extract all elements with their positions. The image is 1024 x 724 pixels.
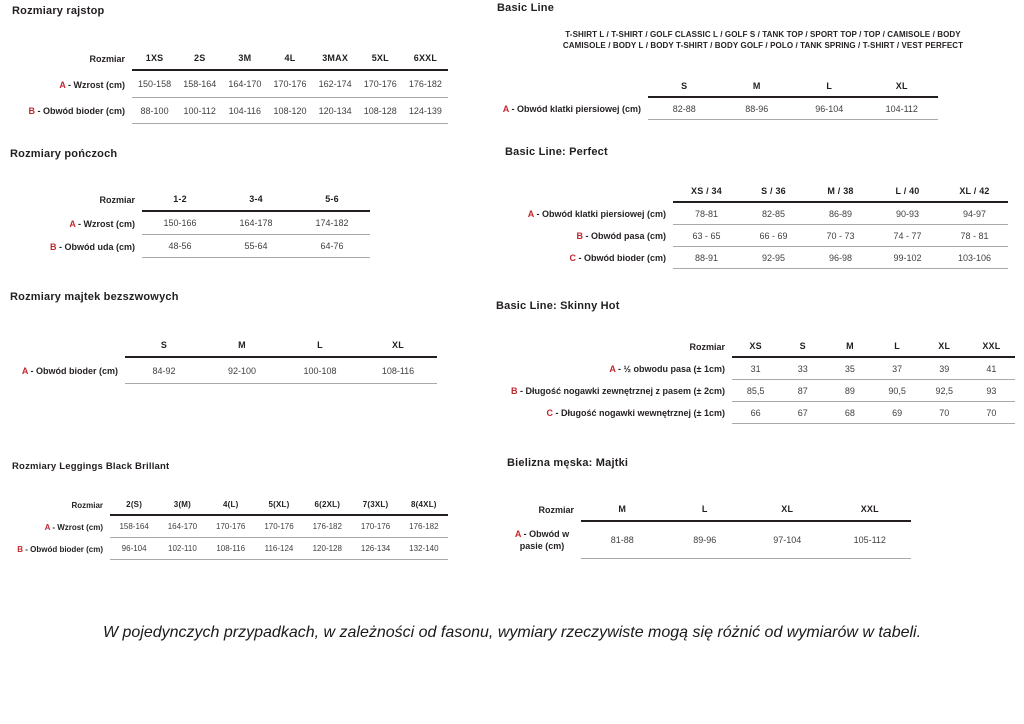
table-corner-label — [503, 181, 673, 203]
column-header: S — [125, 334, 203, 358]
row-label — [495, 380, 732, 402]
row-label-text: B - Obwód pasa (cm) — [576, 231, 666, 241]
row-letter: A — [527, 209, 534, 219]
size-table-majtki-bezszwowe — [10, 334, 437, 384]
column-header: 4(L) — [207, 495, 255, 516]
size-value: 78-81 — [673, 203, 740, 225]
size-value: 158-164 — [110, 516, 158, 538]
product-list-line: T-SHIRT L / T-SHIRT / GOLF CLASSIC L / GOLF S / TANK TOP / SPORT TOP / TOP / CAMISOLE / BODY — [565, 30, 961, 39]
table-corner-label: Rozmiar — [689, 342, 725, 352]
size-value: 70 — [921, 402, 968, 424]
column-header: XL — [359, 334, 437, 358]
size-value: 81-88 — [581, 522, 664, 559]
size-value: 92,5 — [921, 380, 968, 402]
column-header: 8(4XL) — [400, 495, 448, 516]
row-label — [507, 522, 581, 559]
size-value: 176-182 — [303, 516, 351, 538]
column-header: 1XS — [132, 47, 177, 71]
row-letter: C — [569, 253, 576, 263]
size-value: 96-104 — [110, 538, 158, 560]
row-label-text: A - Obwód klatki piersiowej (cm) — [502, 104, 641, 114]
row-label — [503, 203, 673, 225]
size-table-ponczoch — [10, 188, 370, 258]
size-value: 41 — [968, 358, 1015, 380]
size-value: 70 - 73 — [807, 225, 874, 247]
size-value: 89 — [826, 380, 873, 402]
row-letter: B — [28, 106, 35, 116]
column-header: XL — [746, 498, 829, 522]
size-value: 92-95 — [740, 247, 807, 269]
column-header: XL — [866, 76, 939, 98]
column-header: 2(S) — [110, 495, 158, 516]
column-header: 5(XL) — [255, 495, 303, 516]
size-value: 150-166 — [142, 212, 218, 235]
column-header: M / 38 — [807, 181, 874, 203]
size-value: 170-176 — [358, 71, 403, 98]
row-letter: A — [69, 218, 76, 229]
section-heading-basic-line: Basic Line — [497, 2, 555, 14]
column-header: 1-2 — [142, 188, 218, 212]
column-header: XL / 42 — [941, 181, 1008, 203]
size-value: 120-134 — [313, 98, 358, 124]
size-value: 66 - 69 — [740, 225, 807, 247]
size-value: 48-56 — [142, 235, 218, 258]
size-value: 170-176 — [351, 516, 399, 538]
size-value: 108-120 — [267, 98, 312, 124]
size-value: 108-116 — [359, 358, 437, 384]
column-header: XS — [732, 336, 779, 358]
row-label-text: B - Długość nogawki zewnętrznej z pasem (± 2cm) — [511, 386, 725, 396]
table-corner-label: Rozmiar — [89, 54, 125, 64]
size-value: 97-104 — [746, 522, 829, 559]
section-heading-ponczoch: Rozmiary pończoch — [10, 148, 118, 160]
column-header: XXL — [968, 336, 1015, 358]
table-corner-label — [10, 334, 125, 358]
size-value: 99-102 — [874, 247, 941, 269]
size-value: 37 — [874, 358, 921, 380]
column-header: L — [874, 336, 921, 358]
row-label — [503, 225, 673, 247]
row-label-text: A - Obwód bioder (cm) — [21, 366, 118, 376]
column-header: 2S — [177, 47, 222, 71]
row-letter: A — [609, 364, 616, 374]
footer-note: W pojedynczych przypadkach, w zależności od fasonu, wymiary rzeczywiste mogą się różnić od wymiarów w tabeli. — [102, 624, 922, 641]
section-heading-majtki-bezszwowe: Rozmiary majtek bezszwowych — [10, 291, 179, 303]
column-header: 3-4 — [218, 188, 294, 212]
row-label-text: B - Obwód bioder (cm) — [28, 106, 125, 116]
size-value: 96-98 — [807, 247, 874, 269]
column-header: 5XL — [358, 47, 403, 71]
row-label — [478, 98, 648, 120]
size-value: 93 — [968, 380, 1015, 402]
row-letter: B — [511, 386, 518, 396]
size-table-basic-line-skinny-hot — [495, 336, 1015, 424]
size-value: 88-96 — [721, 98, 794, 120]
row-letter: B — [17, 544, 23, 554]
row-label-text: C - Długość nogawki wewnętrznej (± 1cm) — [546, 408, 725, 418]
column-header: 6XXL — [403, 47, 448, 71]
column-header: M — [581, 498, 664, 522]
size-value: 158-164 — [177, 71, 222, 98]
column-header: L / 40 — [874, 181, 941, 203]
section-heading-basic-line-perfect: Basic Line: Perfect — [505, 146, 608, 158]
size-value: 164-170 — [158, 516, 206, 538]
size-value: 55-64 — [218, 235, 294, 258]
row-label-text: A - Obwód klatki piersiowej (cm) — [527, 209, 666, 219]
size-value: 68 — [826, 402, 873, 424]
size-value: 78 - 81 — [941, 225, 1008, 247]
column-header: L — [664, 498, 747, 522]
column-header: XXL — [829, 498, 912, 522]
size-value: 88-100 — [132, 98, 177, 124]
size-value: 124-139 — [403, 98, 448, 124]
size-value: 164-178 — [218, 212, 294, 235]
row-letter: A — [21, 366, 28, 376]
column-header: S — [648, 76, 721, 98]
size-value: 108-128 — [358, 98, 403, 124]
product-list-line: CAMISOLE / BODY L / BODY T-SHIRT / BODY GOLF / POLO / TANK SPRING / T-SHIRT / VEST PERFECT — [562, 41, 964, 50]
size-value: 100-112 — [177, 98, 222, 124]
size-value: 174-182 — [294, 212, 370, 235]
size-value: 87 — [779, 380, 826, 402]
size-value: 170-176 — [255, 516, 303, 538]
column-header: 5-6 — [294, 188, 370, 212]
size-value: 116-124 — [255, 538, 303, 560]
row-label — [10, 538, 110, 560]
column-header: 3(M) — [158, 495, 206, 516]
size-value: 66 — [732, 402, 779, 424]
row-label-text: A - Wzrost (cm) — [69, 218, 135, 229]
row-label — [10, 71, 132, 98]
size-value: 170-176 — [267, 71, 312, 98]
column-header: M — [826, 336, 873, 358]
row-label-text: A - Wzrost (cm) — [59, 79, 125, 90]
size-value: 35 — [826, 358, 873, 380]
size-value: 89-96 — [664, 522, 747, 559]
size-value: 33 — [779, 358, 826, 380]
size-table-bielizna-meska-majtki — [507, 498, 911, 559]
size-value: 31 — [732, 358, 779, 380]
size-value: 105-112 — [829, 522, 912, 559]
column-header: XS / 34 — [673, 181, 740, 203]
product-list — [528, 29, 998, 51]
row-label-text: A - ½ obwodu pasa (± 1cm) — [609, 364, 725, 374]
row-letter: A — [502, 104, 509, 114]
size-value: 82-85 — [740, 203, 807, 225]
column-header: M — [721, 76, 794, 98]
size-value: 82-88 — [648, 98, 721, 120]
size-value: 176-182 — [400, 516, 448, 538]
size-value: 86-89 — [807, 203, 874, 225]
section-heading-rajstop: Rozmiary rajstop — [12, 5, 105, 17]
size-value: 132-140 — [400, 538, 448, 560]
size-value: 69 — [874, 402, 921, 424]
size-value: 120-128 — [303, 538, 351, 560]
row-letter: A — [44, 522, 51, 532]
table-corner-label — [478, 76, 648, 98]
row-label-text: A - Wzrost (cm) — [44, 522, 103, 532]
row-letter: B — [576, 231, 583, 241]
row-label — [10, 235, 142, 258]
row-label — [10, 98, 132, 124]
size-table-basic-line — [478, 76, 938, 120]
size-value: 64-76 — [294, 235, 370, 258]
row-label-text: B - Obwód uda (cm) — [50, 241, 135, 252]
row-label — [10, 212, 142, 235]
column-header: 3MAX — [313, 47, 358, 71]
section-heading-basic-line-skinny-hot: Basic Line: Skinny Hot — [496, 300, 620, 312]
column-header: L — [793, 76, 866, 98]
size-value: 63 - 65 — [673, 225, 740, 247]
column-header: S / 36 — [740, 181, 807, 203]
size-value: 92-100 — [203, 358, 281, 384]
column-header: 7(3XL) — [351, 495, 399, 516]
row-label — [495, 358, 732, 380]
size-table-leggings — [10, 495, 448, 560]
table-corner-label: Rozmiar — [99, 195, 135, 205]
size-value: 85,5 — [732, 380, 779, 402]
size-value: 176-182 — [403, 71, 448, 98]
size-value: 39 — [921, 358, 968, 380]
size-value: 102-110 — [158, 538, 206, 560]
column-header: 3M — [222, 47, 267, 71]
size-value: 108-116 — [207, 538, 255, 560]
row-label-text: C - Obwód bioder (cm) — [569, 253, 666, 263]
table-corner-label: Rozmiar — [71, 501, 103, 510]
size-value: 84-92 — [125, 358, 203, 384]
column-header: 4L — [267, 47, 312, 71]
size-value: 126-134 — [351, 538, 399, 560]
column-header: S — [779, 336, 826, 358]
size-value: 90-93 — [874, 203, 941, 225]
size-value: 74 - 77 — [874, 225, 941, 247]
column-header: L — [281, 334, 359, 358]
size-value: 104-116 — [222, 98, 267, 124]
size-value: 104-112 — [866, 98, 939, 120]
size-value: 164-170 — [222, 71, 267, 98]
size-value: 96-104 — [793, 98, 866, 120]
row-label — [10, 516, 110, 538]
size-table-rajstop — [10, 47, 448, 124]
row-label-text: A - Obwód w pasie (cm) — [514, 529, 570, 551]
size-value: 170-176 — [207, 516, 255, 538]
column-header: XL — [921, 336, 968, 358]
size-value: 162-174 — [313, 71, 358, 98]
size-value: 103-106 — [941, 247, 1008, 269]
size-value: 67 — [779, 402, 826, 424]
row-letter: A — [514, 529, 522, 540]
size-value: 70 — [968, 402, 1015, 424]
row-label-text: B - Obwód bioder (cm) — [17, 544, 103, 554]
row-letter: B — [50, 241, 57, 252]
size-value: 150-158 — [132, 71, 177, 98]
row-letter: A — [59, 79, 66, 90]
column-header: M — [203, 334, 281, 358]
row-label — [495, 402, 732, 424]
section-heading-bielizna-meska-majtki: Bielizna męska: Majtki — [507, 457, 629, 469]
size-table-basic-line-perfect — [503, 181, 1008, 269]
section-heading-leggings: Rozmiary Leggings Black Brillant — [12, 461, 170, 472]
row-label — [503, 247, 673, 269]
row-label — [10, 358, 125, 384]
size-value: 88-91 — [673, 247, 740, 269]
table-corner-label: Rozmiar — [538, 505, 574, 515]
row-letter: C — [546, 408, 554, 418]
size-value: 100-108 — [281, 358, 359, 384]
size-value: 94-97 — [941, 203, 1008, 225]
column-header: 6(2XL) — [303, 495, 351, 516]
size-value: 90,5 — [874, 380, 921, 402]
